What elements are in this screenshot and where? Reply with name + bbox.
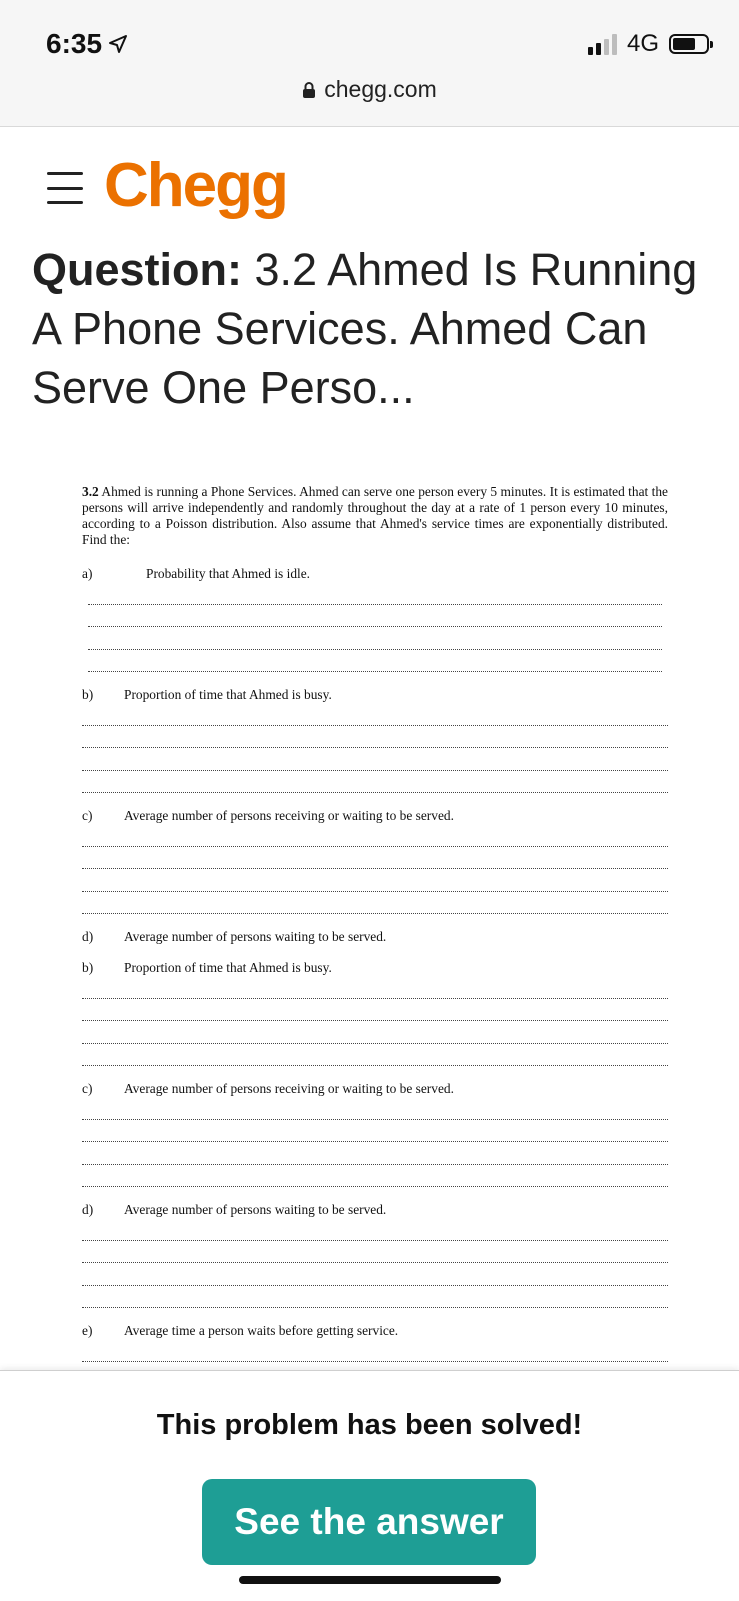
item-text: Proportion of time that Ahmed is busy. xyxy=(124,960,332,975)
network-type: 4G xyxy=(626,30,659,57)
answer-line xyxy=(82,1339,668,1362)
browser-top-bar xyxy=(0,0,739,127)
item-letter: c) xyxy=(82,808,93,823)
item-text: Average number of persons receiving or waiting to be served. xyxy=(124,808,454,823)
menu-icon[interactable] xyxy=(47,172,83,204)
item-letter: b) xyxy=(82,687,94,702)
item-text: Proportion of time that Ahmed is busy. xyxy=(124,687,332,702)
home-indicator[interactable] xyxy=(239,1576,501,1584)
question-document xyxy=(82,484,668,1384)
answer-line xyxy=(82,771,668,794)
answer-line xyxy=(88,582,662,605)
list-item xyxy=(82,960,668,976)
answer-line xyxy=(82,748,668,771)
status-indicators xyxy=(588,30,709,58)
intro-text: Ahmed is running a Phone Services. Ahmed can serve one person every 5 minutes. It is estimated that the persons will arrive independently and randomly throughout the day at a rate of 1 person every 10 minutes, according to a Poisson distribution. Also assume that Ahmed's service times are exponentially distributed. Find the: xyxy=(82,484,669,547)
answer-line xyxy=(82,1218,668,1241)
item-letter: e) xyxy=(82,1323,93,1338)
answer-line xyxy=(82,1286,668,1309)
battery-icon xyxy=(669,34,709,54)
item-letter: d) xyxy=(82,929,94,944)
url-text: chegg.com xyxy=(324,76,437,102)
document-intro xyxy=(82,484,668,548)
answer-line xyxy=(82,1120,668,1143)
item-text: Average number of persons waiting to be served. xyxy=(124,1202,387,1217)
item-letter: c) xyxy=(82,1081,93,1096)
answer-line xyxy=(82,726,668,749)
item-letter: b) xyxy=(82,960,94,975)
answer-line xyxy=(82,1263,668,1286)
list-item xyxy=(82,1202,668,1218)
list-item xyxy=(82,1323,668,1339)
item-text: Average number of persons waiting to be served. xyxy=(124,929,387,944)
list-item xyxy=(82,1081,668,1097)
answer-line xyxy=(82,703,668,726)
status-time-text: 6:35 xyxy=(46,28,103,59)
page-title xyxy=(32,240,722,417)
question-label: Question: xyxy=(32,244,242,295)
answer-line xyxy=(82,1142,668,1165)
item-text: Average number of persons receiving or waiting to be served. xyxy=(124,1081,454,1096)
list-item xyxy=(82,687,668,703)
url-bar[interactable] xyxy=(0,76,739,103)
see-answer-button[interactable]: See the answer xyxy=(202,1479,536,1565)
list-item xyxy=(82,808,668,824)
answer-line xyxy=(82,1044,668,1067)
answer-line xyxy=(88,650,662,673)
answer-line xyxy=(82,1241,668,1264)
location-arrow-icon xyxy=(108,34,128,54)
answer-line xyxy=(88,627,662,650)
chegg-logo[interactable]: Chegg xyxy=(104,151,287,220)
item-letter: d) xyxy=(82,1202,94,1217)
list-item xyxy=(82,566,668,582)
question-title-text: 3.2 Ahmed Is Running A Phone Services. Ahmed Can Serve One Perso... xyxy=(32,244,698,413)
answer-line xyxy=(82,1097,668,1120)
item-text: Probability that Ahmed is idle. xyxy=(146,566,311,581)
list-item xyxy=(82,929,668,945)
answer-panel xyxy=(0,1370,739,1601)
answer-line xyxy=(82,869,668,892)
answer-line xyxy=(82,976,668,999)
solved-message: This problem has been solved! xyxy=(156,1409,583,1441)
item-text: Average time a person waits before getting service. xyxy=(124,1323,399,1338)
answer-line xyxy=(82,1021,668,1044)
answer-line xyxy=(82,892,668,915)
answer-line xyxy=(82,847,668,870)
lock-icon xyxy=(302,81,316,99)
status-time xyxy=(46,28,128,60)
answer-line xyxy=(88,605,662,628)
answer-line xyxy=(82,1165,668,1188)
answer-line xyxy=(82,999,668,1022)
answer-line xyxy=(82,824,668,847)
problem-number: 3.2 xyxy=(82,484,99,499)
cellular-signal-icon xyxy=(588,33,617,55)
item-letter: a) xyxy=(82,566,93,581)
